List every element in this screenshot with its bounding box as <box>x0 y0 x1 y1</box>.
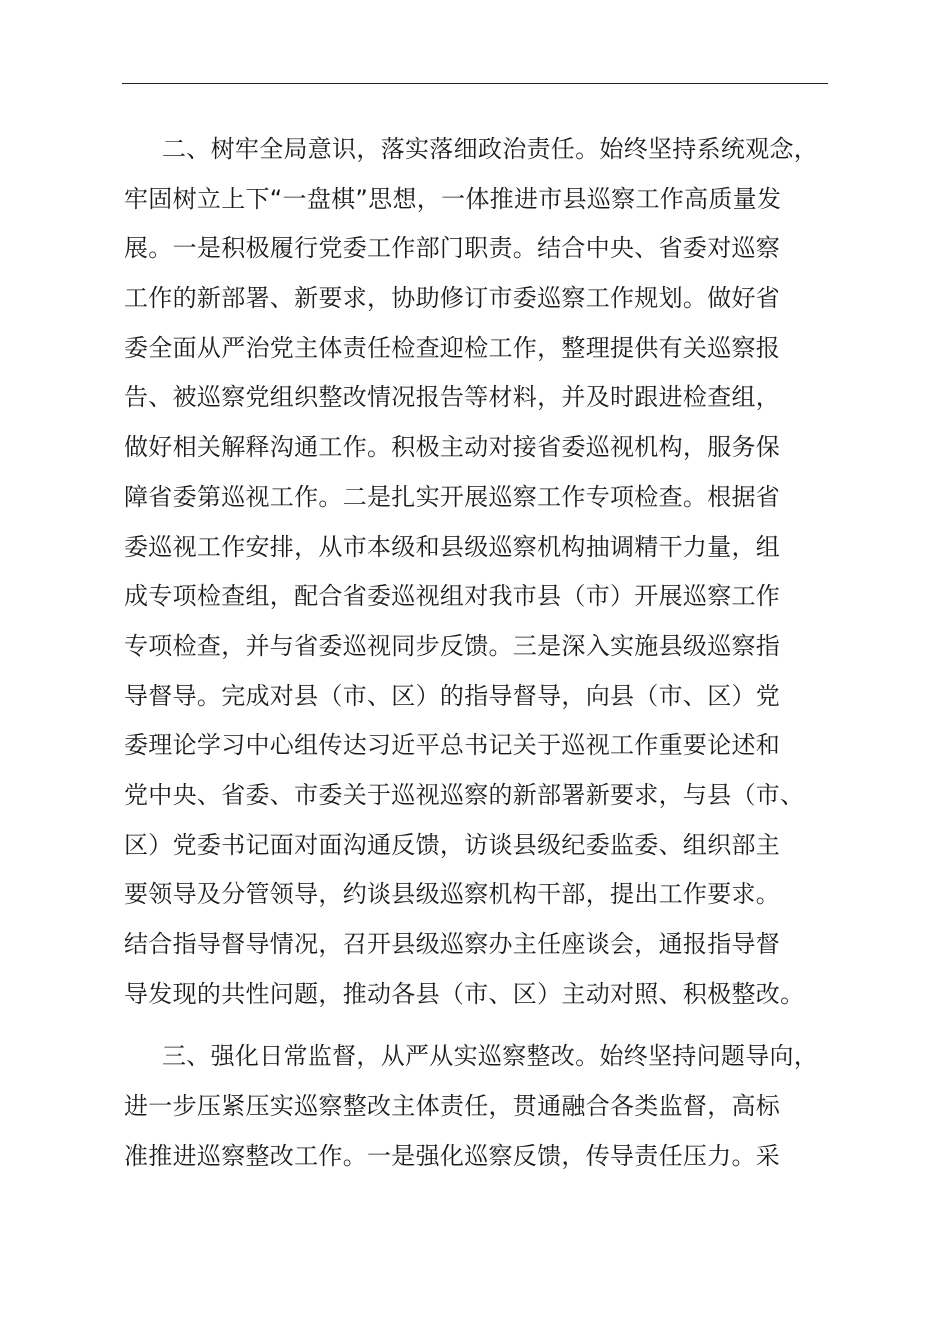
text-line: 牢固树立上下“一盘棋”思想，一体推进市县巡察工作高质量发 <box>124 184 782 213</box>
text-line: 二、树牢全局意识，落实落细政治责任。始终坚持系统观念， <box>162 135 819 163</box>
text-line: 委巡视工作安排，从市本级和县级巡察机构抽调精干力量，组 <box>124 532 781 561</box>
text-line: 障省委第巡视工作。二是扎实开展巡察工作专项检查。根据省 <box>124 482 781 511</box>
text-line: 委全面从严治党主体责任检查迎检工作，整理提供有关巡察报 <box>124 333 781 362</box>
text-line: 展。一是积极履行党委工作部门职责。结合中央、省委对巡察 <box>124 234 781 263</box>
text-line: 三、强化日常监督，从严从实巡察整改。始终坚持问题导向， <box>162 1042 819 1071</box>
text-line: 委理论学习中心组传达习近平总书记关于巡视工作重要论述和 <box>124 731 781 760</box>
document-body <box>124 125 846 1181</box>
text-line: 进一步压紧压实巡察整改主体责任，贯通融合各类监督，高标 <box>124 1092 781 1121</box>
text-line: 结合指导督导情况，召开县级巡察办主任座谈会，通报指导督 <box>124 930 781 958</box>
text-line: 区）党委书记面对面沟通反馈，访谈县级纪委监委、组织部主 <box>124 830 781 859</box>
paragraph-section-three <box>124 1032 846 1181</box>
text-line: 做好相关解释沟通工作。积极主动对接省委巡视机构，服务保 <box>124 433 781 462</box>
text-line: 导发现的共性问题，推动各县（市、区）主动对照、积极整改。 <box>124 979 805 1008</box>
text-line: 成专项检查组，配合省委巡视组对我市县（市）开展巡察工作 <box>124 582 781 611</box>
text-line: 工作的新部署、新要求，协助修订市委巡察工作规划。做好省 <box>124 284 781 313</box>
text-line: 导督导。完成对县（市、区）的指导督导，向县（市、区）党 <box>124 681 781 710</box>
text-line: 要领导及分管领导，约谈县级巡察机构干部，提出工作要求。 <box>124 880 781 909</box>
header-rule <box>122 83 828 84</box>
text-line: 党中央、省委、市委关于巡视巡察的新部署新要求，与县（市、 <box>124 780 805 809</box>
text-line: 准推进巡察整改工作。一是强化巡察反馈，传导责任压力。采 <box>124 1141 781 1170</box>
paragraph-section-two <box>124 125 846 1019</box>
text-line: 告、被巡察党组织整改情况报告等材料，并及时跟进检查组， <box>124 383 781 412</box>
text-line: 专项检查，并与省委巡视同步反馈。三是深入实施县级巡察指 <box>124 631 781 660</box>
